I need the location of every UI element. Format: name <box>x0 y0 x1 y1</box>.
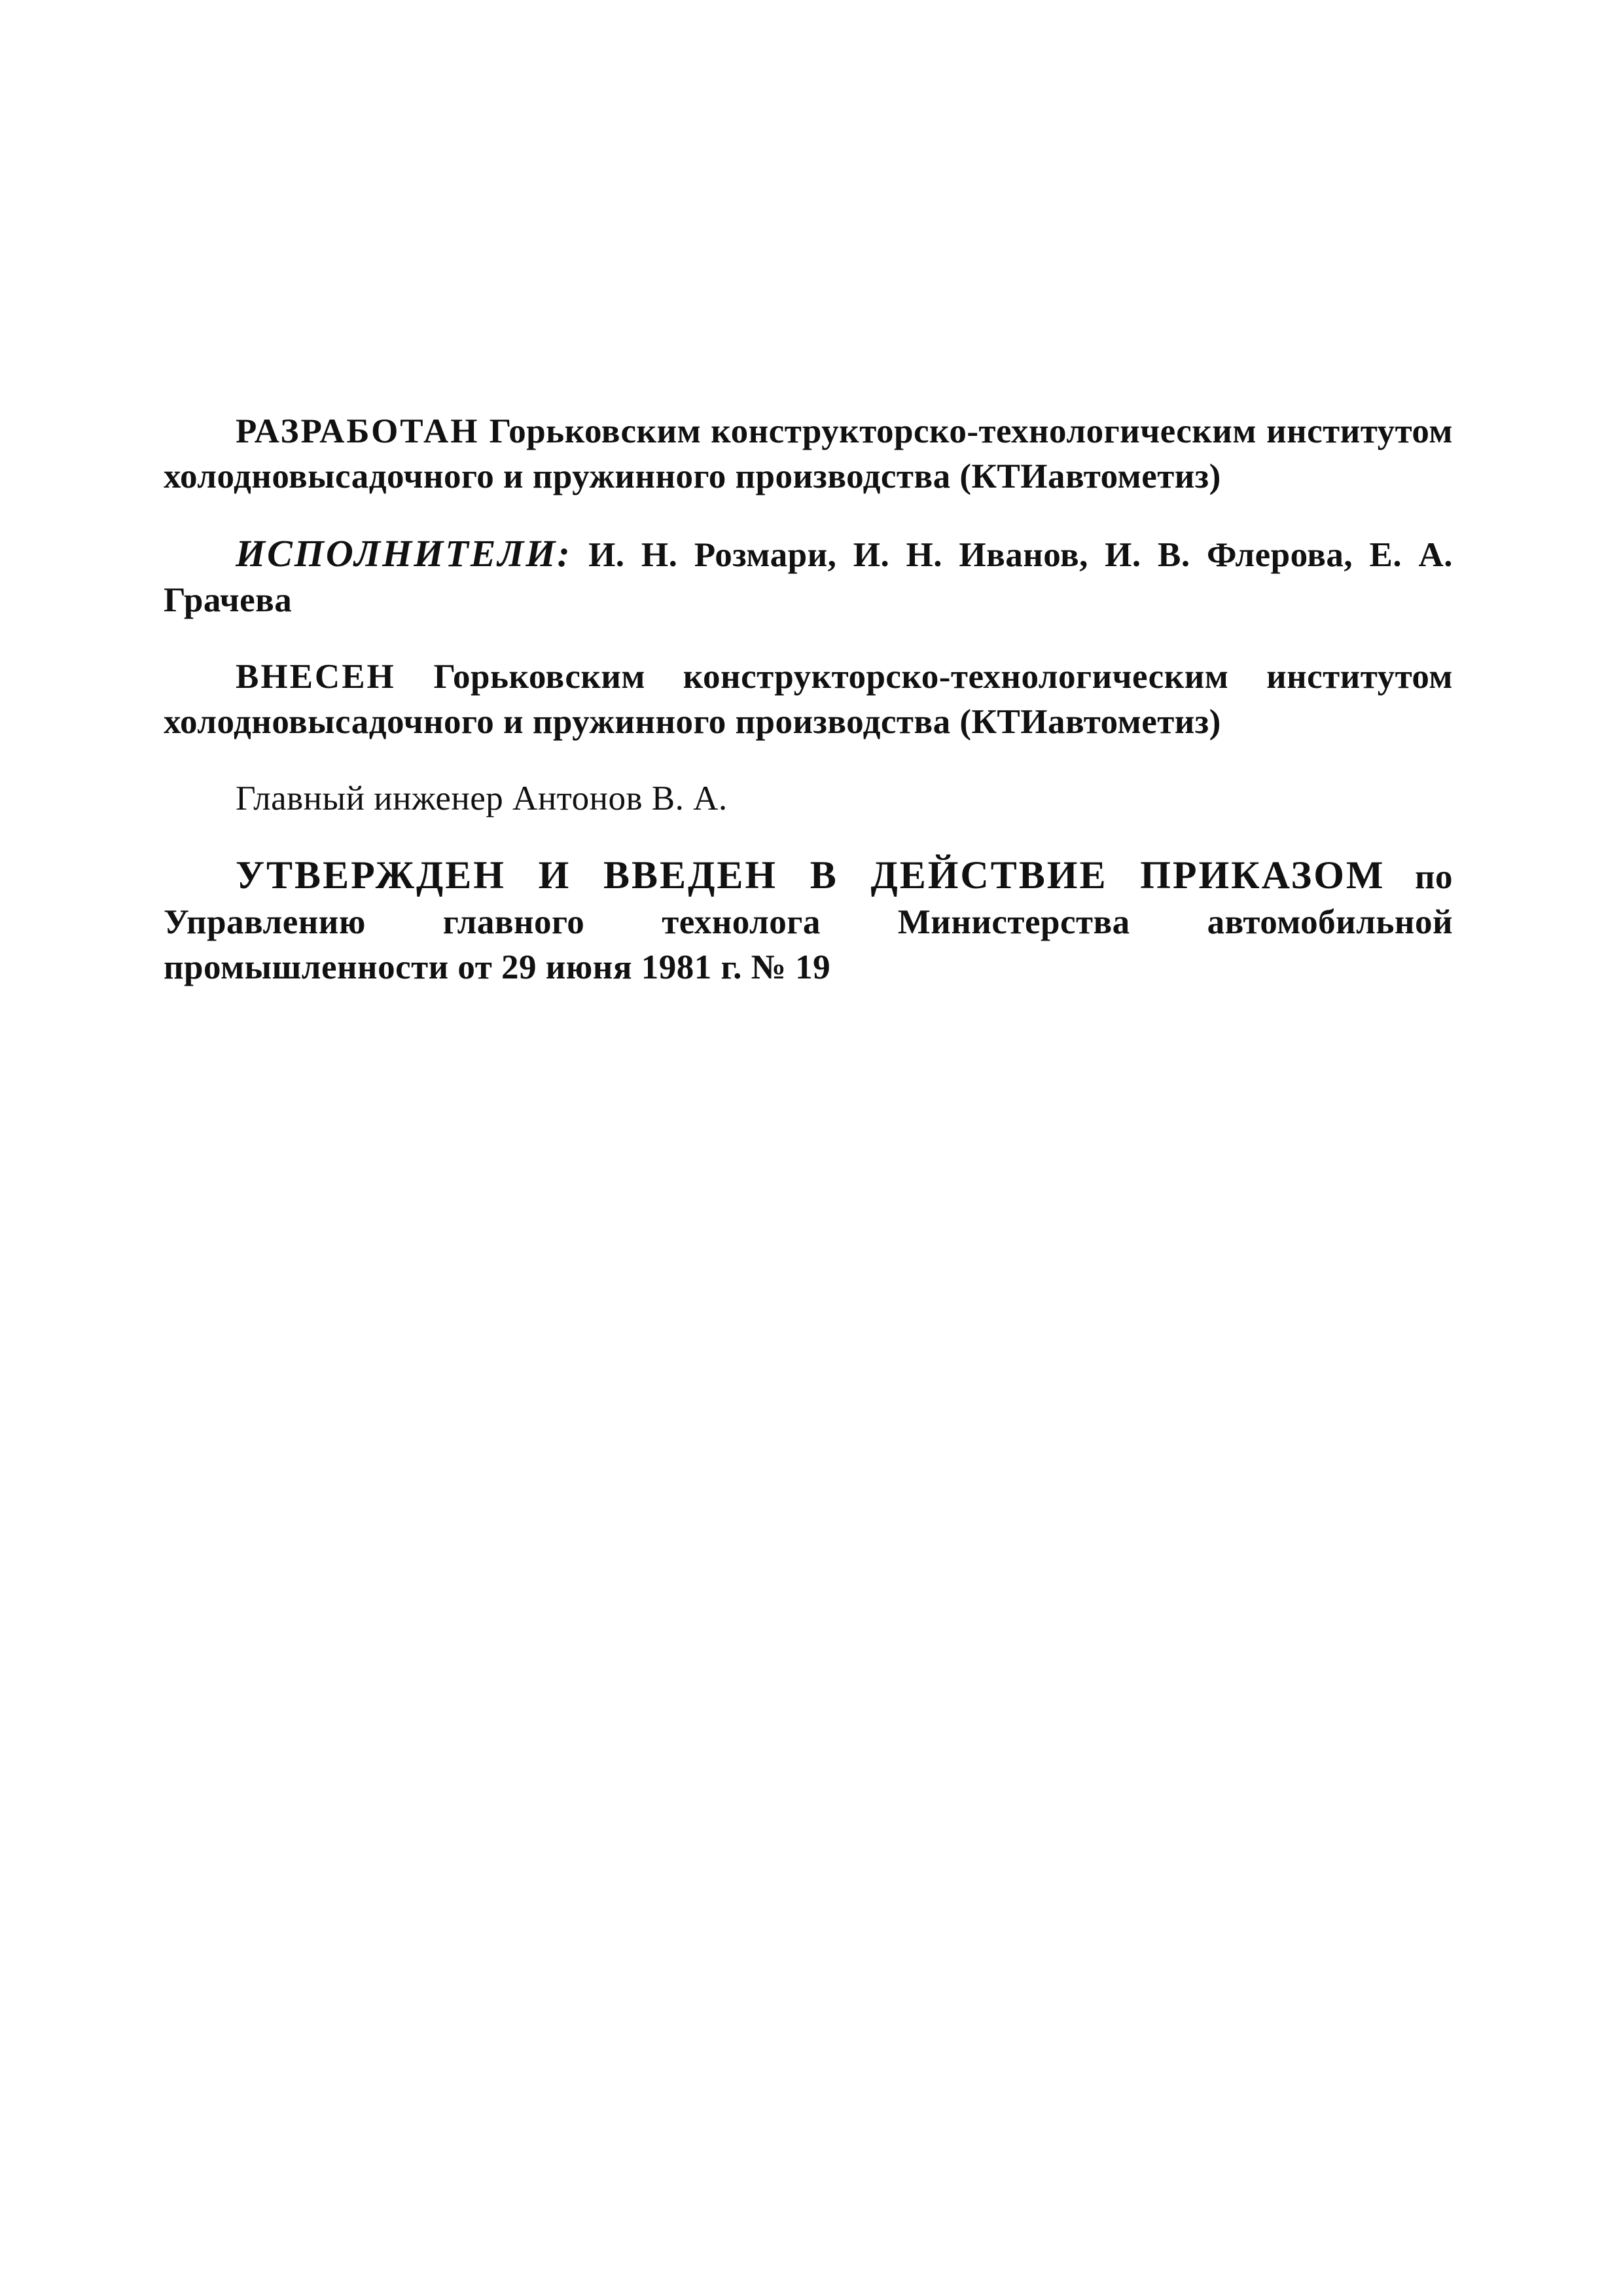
developed-paragraph <box>164 409 1453 499</box>
executors-text: И. Н. Розмари, И. Н. Иванов, И. В. Флерова, Е. А. Грачева <box>164 536 1453 619</box>
approved-lead: УТВЕРЖДЕН И ВВЕДЕН В ДЕЙСТВИЕ ПРИКАЗОМ <box>236 853 1385 897</box>
developed-lead: РАЗРАБОТАН <box>236 412 480 450</box>
introduced-lead: ВНЕСЕН <box>236 658 396 696</box>
executors-paragraph <box>164 531 1453 623</box>
document-body <box>164 409 1453 1022</box>
executors-lead: ИСПОЛНИТЕЛИ: <box>236 532 572 575</box>
chief-engineer-text: Главный инженер Антонов В. А. <box>236 780 728 817</box>
chief-engineer-paragraph <box>164 776 1453 821</box>
introduced-paragraph <box>164 655 1453 745</box>
introduced-text: Горьковским конструкторско-технологическим институтом холодновысадочного и пружинного производства (КТИавтометиз) <box>164 658 1453 741</box>
approved-paragraph <box>164 853 1453 990</box>
developed-text: Горьковским конструкторско-технологическим институтом холодновысадочного и пружинного производства (КТИавтометиз) <box>164 412 1453 495</box>
approved-text: по Управлению главного технолога Министерства автомобильной промышленности от 29 июня 1981 г. № 19 <box>164 858 1453 986</box>
